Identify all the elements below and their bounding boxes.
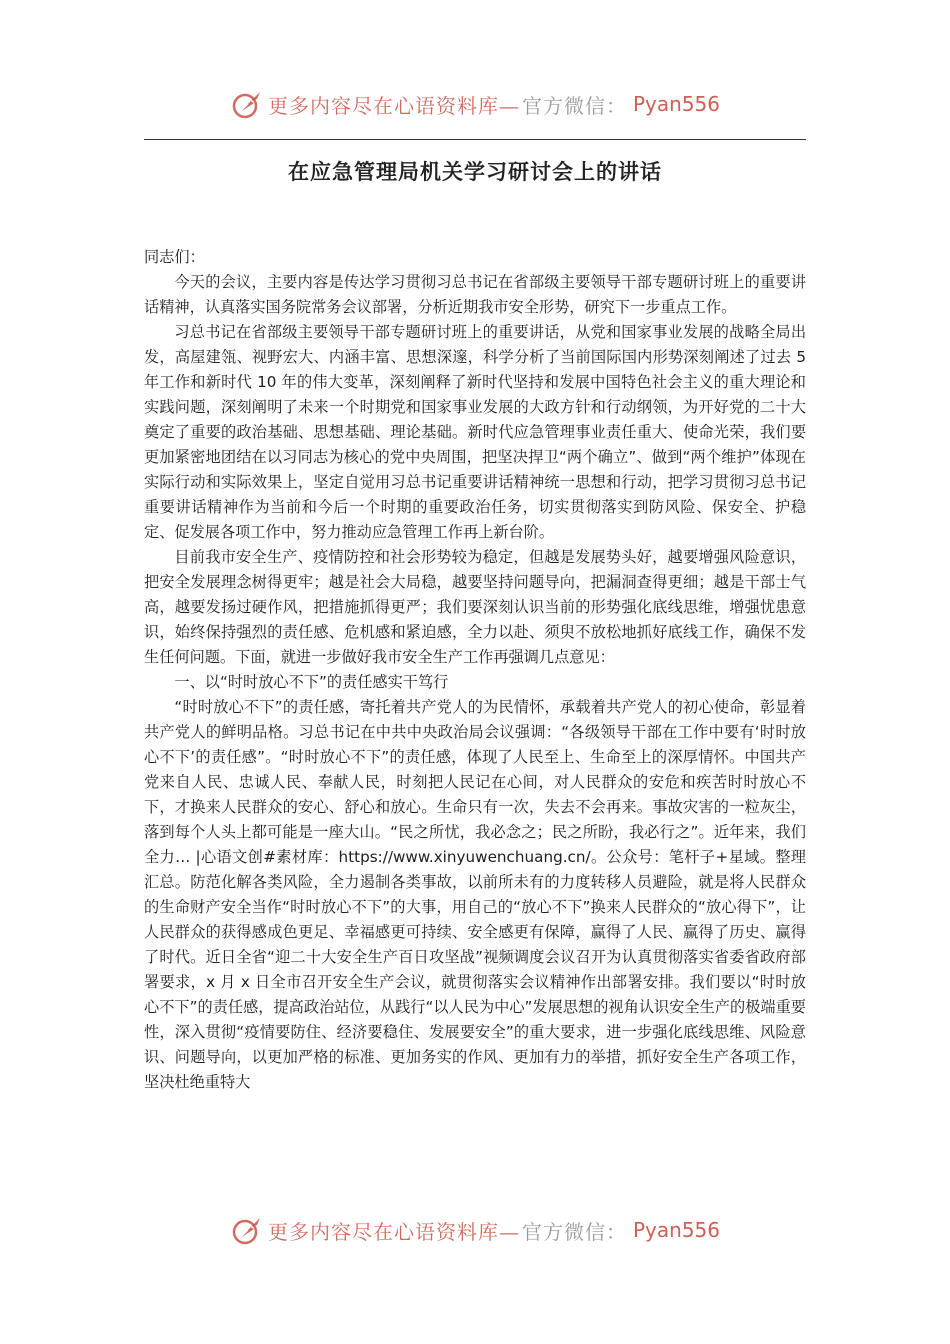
- header-divider: [144, 139, 806, 140]
- paragraph: 目前我市安全生产、疫情防控和社会形势较为稳定，但越是发展势头好，越要增强风险意识，把安全发展理念树得更牢；越是社会大局稳，越要坚持问题导向，把漏洞查得更细；越是干部士气高，越要发扬过硬作风，把措施抓得更严；我们要深刻认识当前的形势强化底线思维，增强忧患意识，始终保持强烈的责任感、危机感和紧迫感，全力以赴、须臾不放松地抓好底线工作，确保不发生任何问题。下面，就进一步做好我市安全生产工作再强调几点意见：: [144, 548, 806, 666]
- watermark-wechat-label: 官方微信：: [521, 93, 627, 118]
- watermark-site-text: 更多内容尽在心语资料库—: [267, 93, 520, 118]
- watermark-wechat-label: 官方微信：: [521, 1219, 627, 1244]
- header-watermark: [0, 84, 950, 124]
- section-heading: 一、以“时时放心不下”的责任感实干笃行: [174, 673, 449, 691]
- watermark-site-text: 更多内容尽在心语资料库—: [267, 1219, 520, 1244]
- quill-logo-icon: [230, 87, 264, 121]
- paragraph: 习总书记在省部级主要领导干部专题研讨班上的重要讲话，从党和国家事业发展的战略全局出发，高屋建瓴、视野宏大、内涵丰富、思想深邃，科学分析了当前国际国内形势深刻阐述了过去 5 年工作和新时代 10 年的伟大变革，深刻阐释了新时代坚持和发展中国特色社会主义的重大理论和实践问题，深刻阐明了未来一个时期党和国家事业发展的大政方针和行动纲领，为开好党的二十大奠定了重要的政治基础、思想基础、理论基础。新时代应急管理事业责任重大、使命光荣，我们要更加紧密地团结在以习同志为核心的党中央周围，把坚决捍卫“两个确立”、做到“两个维护”体现在实际行动和实际效果上，坚定自觉用习总书记重要讲话精神统一思想和行动，把学习贯彻习总书记重要讲话精神作为当前和今后一个时期的重要政治任务，切实贯彻落实到防风险、保安全、护稳定、促发展各项工作中，努力推动应急管理工作再上新台阶。: [144, 323, 806, 541]
- paragraph: 今天的会议，主要内容是传达学习贯彻习总书记在省部级主要领导干部专题研讨班上的重要讲话精神，认真落实国务院常务会议部署，分析近期我市安全形势，研究下一步重点工作。: [144, 273, 806, 316]
- watermark-wechat-id: Pyan556: [632, 92, 720, 116]
- document-title: 在应急管理局机关学习研讨会上的讲话: [288, 160, 662, 184]
- footer-watermark: [0, 1210, 950, 1250]
- watermark-wechat-id: Pyan556: [632, 1218, 720, 1242]
- paragraph: “时时放心不下”的责任感，寄托着共产党人的为民情怀，承载着共产党人的初心使命，彰显着共产党人的鲜明品格。习总书记在中共中央政治局会议强调：“各级领导干部在工作中要有‘时时放心不下’的责任感”。“时时放心不下”的责任感，体现了人民至上、生命至上的深厚情怀。中国共产党来自人民、忠诚人民、奉献人民，时刻把人民记在心间，对人民群众的安危和疾苦时时放心不下，才换来人民群众的安心、舒心和放心。生命只有一次，失去不会再来。事故灾害的一粒灰尘，落到每个人头上都可能是一座大山。“民之所忧，我必念之；民之所盼，我必行之”。近年来，我们全力… |心语文创#素材库：https://www.xinyuwenchuang.cn/。公众号：笔杆子+星域。整理汇总。防范化解各类风险，全力遏制各类事故，以前所未有的力度转移人员避险，就是将人民群众的生命财产安全当作“时时放心不下”的大事，用自己的“放心不下”换来人民群众的“放心得下”，让人民群众的获得感成色更足、幸福感更可持续、安全感更有保障，赢得了人民、赢得了历史、赢得了时代。近日全省“迎二十大安全生产百日攻坚战”视频调度会议召开为认真贯彻落实省委省政府部署要求，x 月 x 日全市召开安全生产会议，就贯彻落实会议精神作出部署安排。我们要以“时时放心不下”的责任感，提高政治站位，从践行“以人民为中心”发展思想的视角认识安全生产的极端重要性，深入贯彻“疫情要防住、经济要稳住、发展要安全”的重大要求，进一步强化底线思维、风险意识、问题导向，以更加严格的标准、更加务实的作风、更加有力的举措，抓好安全生产各项工作，坚决杜绝重特大: [144, 698, 806, 1091]
- salutation: 同志们：: [144, 248, 205, 266]
- document-body: [144, 245, 806, 1095]
- quill-logo-icon: [230, 1213, 264, 1247]
